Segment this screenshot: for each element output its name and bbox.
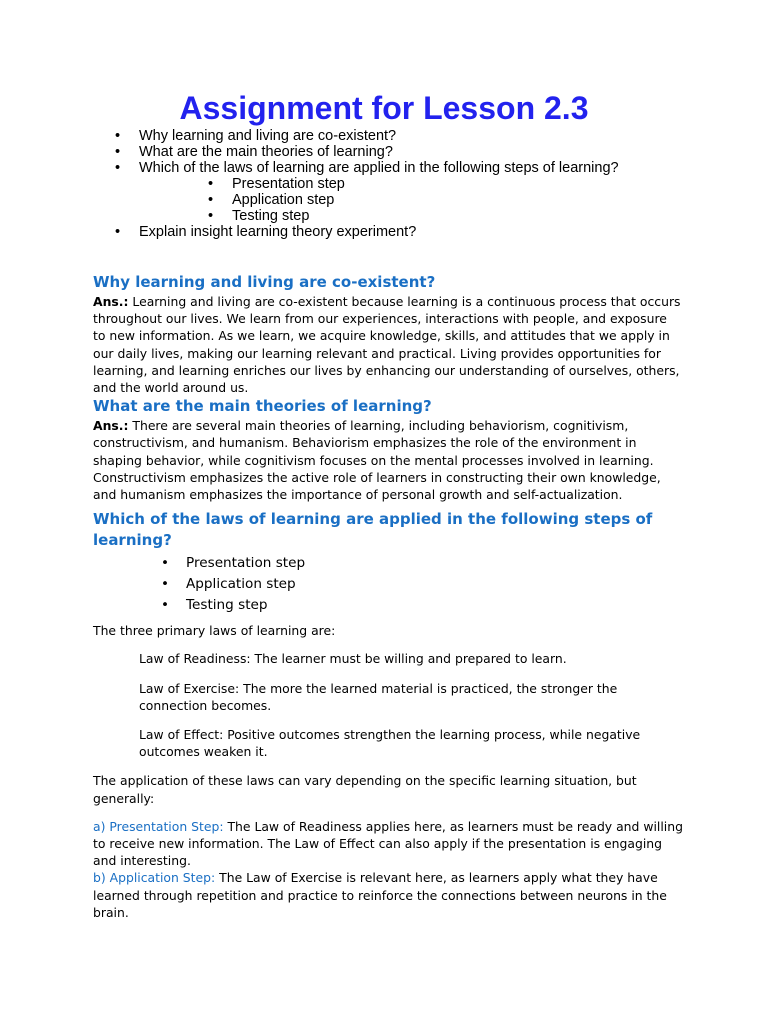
answer-q2 <box>93 417 683 503</box>
page-title: Assignment for Lesson 2.3 <box>179 90 589 126</box>
law-effect: Law of Effect: Positive outcomes strengthen the learning process, while negative outcomes weaken it. <box>139 727 641 760</box>
step-b-label: b) Application Step: <box>93 870 216 886</box>
application-intro: The application of these laws can vary depending on the specific learning situation, but generally: <box>93 773 637 806</box>
section-heading-q1: Why learning and living are co-existent? <box>93 273 436 291</box>
law-readiness: Law of Readiness: The learner must be willing and prepared to learn. <box>139 651 567 667</box>
step-a-text: The Law of Readiness applies here, as learners must be ready and willing to receive new information. The Law of Effect can also apply if the presentation is engaging and interesting. <box>93 818 683 869</box>
list-item: • Presentation step <box>93 176 713 192</box>
ans-label: Ans.: <box>93 294 129 309</box>
section-heading-q3: Which of the laws of learning are applied in the following steps of learning? <box>93 510 653 550</box>
list-item: • Application step <box>93 192 713 208</box>
list-item: • What are the main theories of learning? <box>93 144 713 160</box>
ans-label: Ans.: <box>93 418 129 434</box>
law-exercise: Law of Exercise: The more the learned material is practiced, the stronger the connection becomes. <box>139 680 618 713</box>
section-heading-q2: What are the main theories of learning? <box>93 397 432 416</box>
step-b-text: The Law of Exercise is relevant here, as learners apply what they have learned through repetition and practice to reinforce the connections between neurons in the brain. <box>93 870 667 920</box>
answer-text: Learning and living are co-existent because learning is a continuous process that occurs throughout our lives. We learn from our experiences, interactions with people, and exposure to new information. As we learn, we acquire knowledge, skills, and attitudes that we apply in our daily lives, making our learning relevant and practical. Living provides opportunities for learning, and learning enriches our lives by enhancing our understanding of ourselves, others, and the world around us. <box>93 294 681 396</box>
list-item: • Testing step <box>93 595 683 616</box>
laws-intro: The three primary laws of learning are: <box>93 623 336 639</box>
list-item: • Explain insight learning theory experiment? <box>93 224 713 240</box>
list-item: • Why learning and living are co-existent? <box>93 128 713 144</box>
list-item: • Testing step <box>93 208 713 224</box>
question-list <box>93 128 713 240</box>
step-a-label: a) Presentation Step: <box>93 818 224 834</box>
list-item: • Application step <box>93 574 683 595</box>
document-body <box>93 272 683 921</box>
list-item: • Which of the laws of learning are applied in the following steps of learning? <box>93 160 713 176</box>
step-b-paragraph <box>93 869 683 921</box>
answer-text: There are several main theories of learning, including behaviorism, cognitivism, constructivism, and humanism. Behaviorism emphasizes the role of the environment in shaping behavior, while cognitivism focuses on the mental processes involved in learning. Constructivism emphasizes the active role of learners in constructing their own knowledge, and humanism emphasizes the importance of personal growth and self-actualization. <box>93 418 661 503</box>
steps-list <box>93 553 683 616</box>
answer-q1 <box>93 293 683 396</box>
step-a-paragraph <box>93 818 683 870</box>
list-item: • Presentation step <box>93 553 683 574</box>
